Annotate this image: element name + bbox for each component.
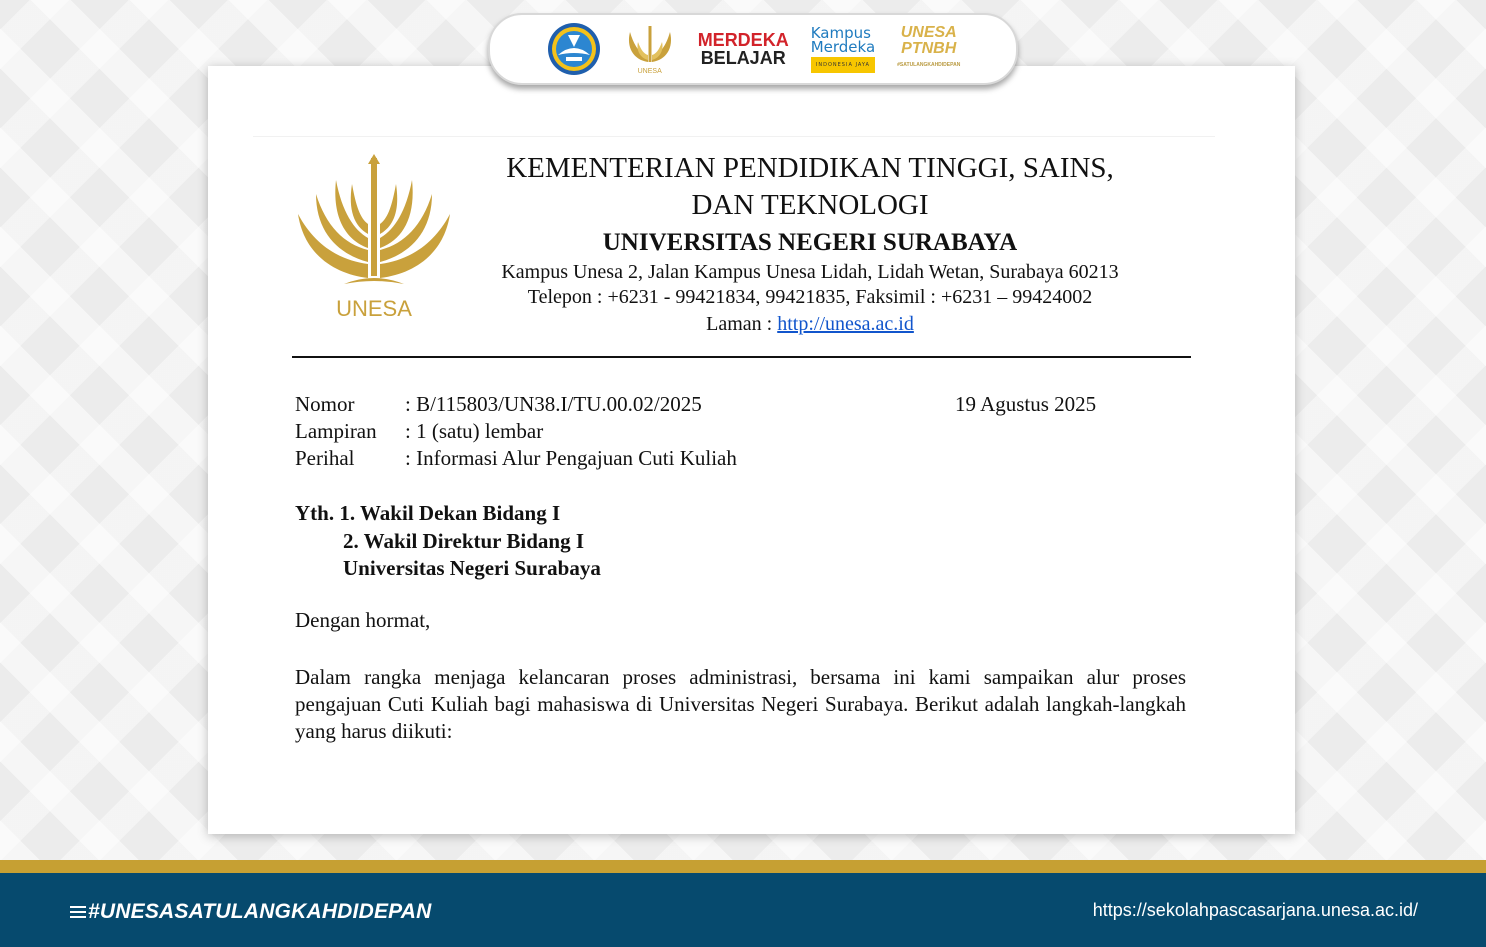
letter-meta bbox=[295, 391, 1115, 472]
greeting: Dengan hormat, bbox=[295, 608, 431, 632]
phone-fax: Telepon : +6231 - 99421834, 99421835, Faksimil : +6231 – 99424002 bbox=[527, 286, 1093, 308]
kampus-merdeka-logo bbox=[810, 23, 876, 73]
speed-lines-icon bbox=[70, 903, 86, 921]
addressee-line-1: Yth. 1. Wakil Dekan Bidang I bbox=[295, 501, 561, 525]
merdeka-kampus-text: Merdeka bbox=[810, 37, 876, 56]
kampus-text: Kampus bbox=[810, 23, 871, 42]
university-name: UNIVERSITAS NEGERI SURABAYA bbox=[602, 229, 1018, 256]
perihal-row bbox=[295, 445, 1115, 472]
unesa-emblem-caption: UNESA bbox=[336, 296, 412, 321]
ptnbh-text: PTNBH bbox=[901, 40, 957, 57]
letter-date: 19 Agustus 2025 bbox=[955, 392, 1097, 416]
nomor-label: Nomor bbox=[295, 392, 355, 416]
logo-bar bbox=[488, 13, 1018, 85]
addressee-block bbox=[295, 500, 601, 583]
lampiran-label: Lampiran bbox=[295, 419, 377, 443]
tut-wuri-handayani-logo bbox=[546, 21, 602, 77]
footer-hashtag bbox=[70, 900, 432, 924]
gold-band bbox=[0, 860, 1486, 873]
campus-address: Kampus Unesa 2, Jalan Kampus Unesa Lidah, Lidah Wetan, Surabaya 60213 bbox=[501, 261, 1119, 283]
website-label: Laman : bbox=[706, 313, 778, 335]
body-paragraph: Dalam rangka menjaga kelancaran proses administrasi, bersama ini kami sampaikan alur proses pengajuan Cuti Kuliah bagi mahasiswa di Universitas Negeri Surabaya. Berikut adalah langkah-langkah yang harus diikuti: bbox=[295, 665, 1186, 743]
hashtag-text: #UNESASATULANGKAHDIDEPAN bbox=[88, 900, 432, 923]
unesa-ptnbh-logo bbox=[897, 25, 960, 73]
ptnbh-unesa-text: UNESA bbox=[900, 24, 957, 41]
belajar-text: BELAJAR bbox=[700, 48, 786, 68]
scan-artifact-line bbox=[253, 136, 1215, 137]
ministry-line-2: DAN TEKNOLOGI bbox=[691, 189, 929, 221]
ptnbh-tagline: #SATULANGKAHDIDEPAN bbox=[897, 62, 961, 68]
letterhead-divider bbox=[292, 356, 1191, 358]
unesa-emblem bbox=[294, 154, 454, 326]
footer-url[interactable]: https://sekolahpascasarjana.unesa.ac.id/ bbox=[1092, 900, 1418, 920]
merdeka-belajar-logo bbox=[698, 31, 789, 67]
indonesia-jaya-text: INDONESIA JAYA bbox=[811, 57, 875, 73]
letter-document bbox=[208, 66, 1295, 834]
unesa-small-caption: UNESA bbox=[637, 67, 662, 75]
website-line bbox=[470, 312, 1150, 337]
letterhead bbox=[470, 150, 1150, 337]
lampiran-value: : 1 (satu) lembar bbox=[405, 419, 544, 443]
perihal-label: Perihal bbox=[295, 446, 355, 470]
nomor-value: : B/115803/UN38.I/TU.00.02/2025 bbox=[405, 392, 702, 416]
merdeka-text: MERDEKA bbox=[697, 30, 789, 50]
ministry-line-1: KEMENTERIAN PENDIDIKAN TINGGI, SAINS, bbox=[506, 152, 1114, 184]
perihal-value: : Informasi Alur Pengajuan Cuti Kuliah bbox=[405, 446, 737, 470]
lampiran-row bbox=[295, 418, 1115, 445]
website-link[interactable]: http://unesa.ac.id bbox=[777, 313, 914, 335]
unesa-small-logo bbox=[624, 24, 676, 75]
footer-bar bbox=[0, 873, 1486, 947]
addressee-line-2: 2. Wakil Direktur Bidang I bbox=[343, 528, 584, 553]
addressee-line-3: Universitas Negeri Surabaya bbox=[343, 556, 601, 580]
